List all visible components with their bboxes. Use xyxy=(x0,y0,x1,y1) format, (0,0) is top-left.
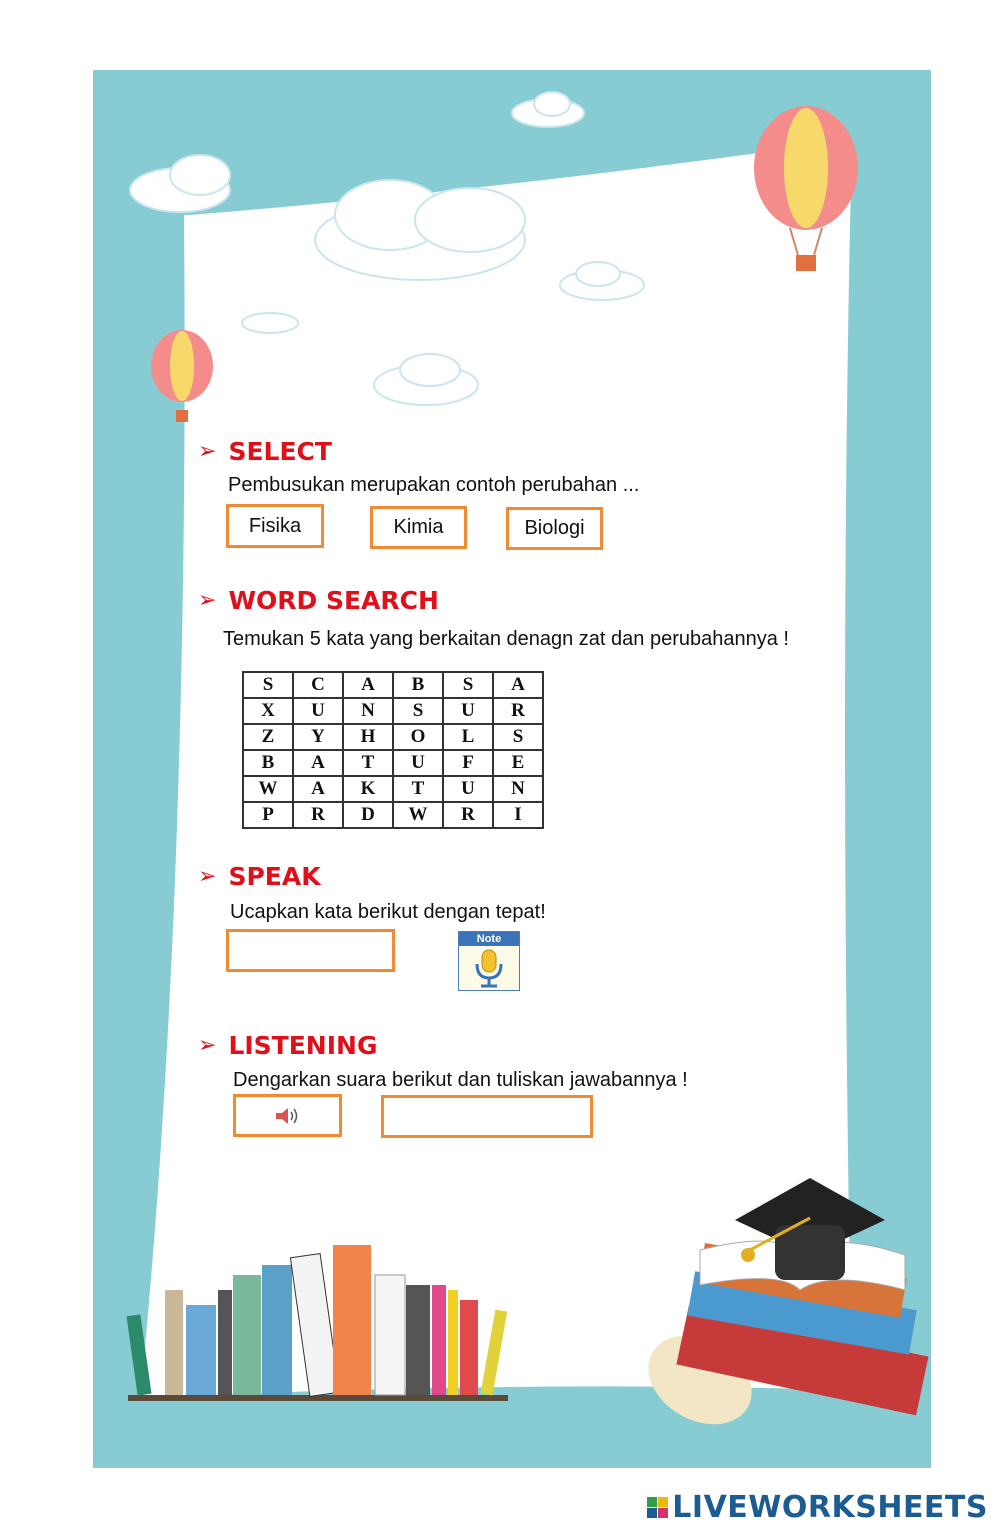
word-search-instruction: Temukan 5 kata yang berkaitan denagn zat dan perubahannya ! xyxy=(223,628,789,650)
arrow-bullet-icon: ➢ xyxy=(198,1033,217,1058)
microphone-note-button[interactable] xyxy=(458,931,520,991)
word-search-row xyxy=(243,802,543,828)
word-search-cell[interactable]: T xyxy=(343,750,393,776)
option-kimia-button[interactable]: Kimia xyxy=(370,506,467,549)
word-search-row xyxy=(243,698,543,724)
arrow-bullet-icon: ➢ xyxy=(198,864,217,889)
word-search-cell[interactable]: U xyxy=(393,750,443,776)
word-search-cell[interactable]: W xyxy=(393,802,443,828)
liveworksheets-logo-icon xyxy=(647,1497,668,1518)
select-heading xyxy=(198,437,332,466)
word-search-cell[interactable]: N xyxy=(493,776,543,802)
microphone-icon xyxy=(459,946,519,990)
select-title: SELECT xyxy=(228,437,332,466)
select-instruction: Pembusukan merupakan contoh perubahan ... xyxy=(228,474,640,496)
arrow-bullet-icon: ➢ xyxy=(198,439,217,464)
word-search-cell[interactable]: W xyxy=(243,776,293,802)
word-search-cell[interactable]: R xyxy=(443,802,493,828)
option-biologi-button[interactable]: Biologi xyxy=(506,507,603,550)
brand-text: LIVEWORKSHEETS xyxy=(672,1490,988,1525)
word-search-row xyxy=(243,750,543,776)
word-search-cell[interactable]: R xyxy=(493,698,543,724)
word-search-cell[interactable]: U xyxy=(443,776,493,802)
word-search-cell[interactable]: S xyxy=(243,672,293,698)
word-search-cell[interactable]: U xyxy=(293,698,343,724)
word-search-cell[interactable]: C xyxy=(293,672,343,698)
listening-answer-field[interactable] xyxy=(381,1095,593,1138)
liveworksheets-brand xyxy=(647,1490,988,1525)
speak-answer-field[interactable] xyxy=(226,929,395,972)
word-search-row xyxy=(243,724,543,750)
word-search-cell[interactable]: F xyxy=(443,750,493,776)
speak-heading xyxy=(198,862,321,891)
word-search-cell[interactable]: Z xyxy=(243,724,293,750)
word-search-cell[interactable]: T xyxy=(393,776,443,802)
word-search-row xyxy=(243,776,543,802)
word-search-cell[interactable]: O xyxy=(393,724,443,750)
speak-instruction: Ucapkan kata berikut dengan tepat! xyxy=(230,901,546,923)
note-label: Note xyxy=(459,932,519,946)
word-search-cell[interactable]: L xyxy=(443,724,493,750)
word-search-cell[interactable]: K xyxy=(343,776,393,802)
word-search-cell[interactable]: H xyxy=(343,724,393,750)
word-search-cell[interactable]: B xyxy=(393,672,443,698)
word-search-cell[interactable]: E xyxy=(493,750,543,776)
word-search-cell[interactable]: Y xyxy=(293,724,343,750)
word-search-cell[interactable]: P xyxy=(243,802,293,828)
option-fisika-button[interactable]: Fisika xyxy=(226,504,324,548)
word-search-title: WORD SEARCH xyxy=(228,586,439,615)
speak-title: SPEAK xyxy=(228,862,321,891)
word-search-grid xyxy=(242,671,544,829)
arrow-bullet-icon: ➢ xyxy=(198,588,217,613)
word-search-cell[interactable]: S xyxy=(443,672,493,698)
word-search-cell[interactable]: A xyxy=(343,672,393,698)
word-search-cell[interactable]: A xyxy=(493,672,543,698)
word-search-row xyxy=(243,672,543,698)
word-search-cell[interactable]: D xyxy=(343,802,393,828)
listening-title: LISTENING xyxy=(228,1031,378,1060)
word-search-cell[interactable]: S xyxy=(493,724,543,750)
word-search-cell[interactable]: S xyxy=(393,698,443,724)
word-search-cell[interactable]: A xyxy=(293,750,343,776)
play-audio-button[interactable] xyxy=(233,1094,342,1137)
word-search-cell[interactable]: X xyxy=(243,698,293,724)
word-search-cell[interactable]: N xyxy=(343,698,393,724)
word-search-cell[interactable]: U xyxy=(443,698,493,724)
word-search-cell[interactable]: B xyxy=(243,750,293,776)
word-search-cell[interactable]: R xyxy=(293,802,343,828)
word-search-heading xyxy=(198,586,439,615)
word-search-cell[interactable]: I xyxy=(493,802,543,828)
listening-heading xyxy=(198,1031,377,1060)
word-search-cell[interactable]: A xyxy=(293,776,343,802)
speaker-icon xyxy=(274,1105,302,1127)
listening-instruction: Dengarkan suara berikut dan tuliskan jawabannya ! xyxy=(233,1069,688,1091)
